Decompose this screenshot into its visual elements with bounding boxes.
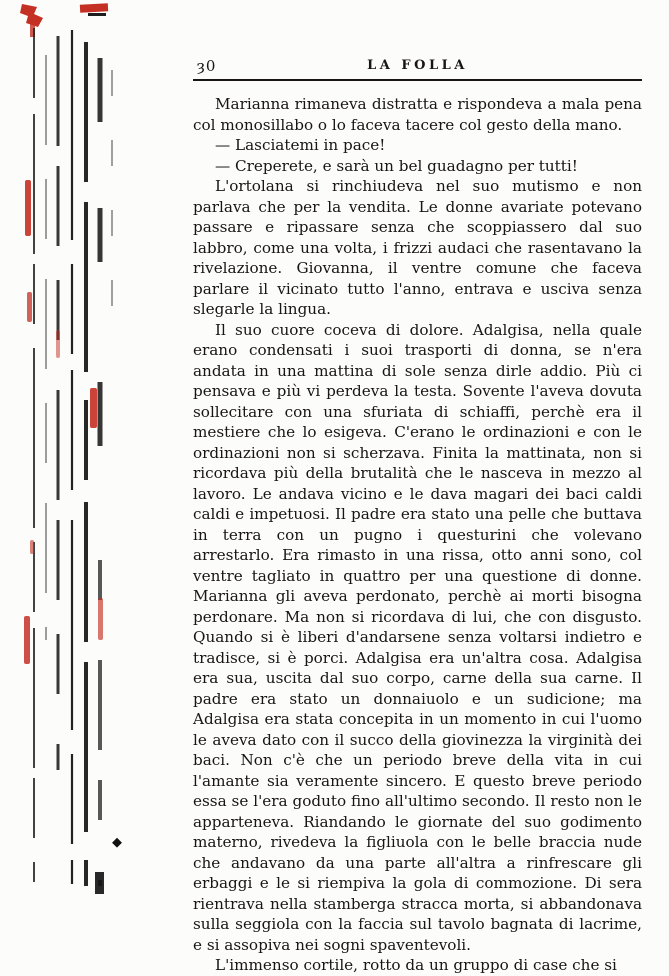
running-title: LA FOLLA	[367, 58, 468, 73]
dialogue-line: — Lasciatemi in pace!	[215, 136, 386, 154]
header-rule	[193, 79, 642, 81]
paragraph: L'immenso cortile, rotto da un gruppo di case che si	[215, 956, 617, 974]
paragraph: Il suo cuore coceva di dolore. Adalgisa, nella quale erano condensati i suoi trasporti di donna, se n'era andata in una mattina di sole senza dirle addio. Più ci pensava e più vi perdeva la testa. Sovente l'aveva dovuta sollecitare con una sfuriata di schiaffi, perchè era il mestiere che lo esigeva. C'erano le ordinazioni e con le ordinazioni non si scherzava. Finita la mattinata, non si ricordava più della brutalità che le nasceva in mezzo al lavoro. Le andava vicino e le dava magari dei baci caldi caldi e impetuosi. Il padre era stato una pelle che buttava in terra con un pugno i questurini che volevano arrestarlo. Era rimasto in una rissa, otto anni sono, col ventre tagliato in quattro per una questione di donne. Marianna gli aveva perdonato, perchè ai morti bisogna perdonare. Ma non si ricordava di lui, che con disgusto. Quando si è liberi d'andarsene senza voltarsi indietro e tradisce, si è porci. Adalgisa era un'altra cosa. Adalgisa era sua, uscita dal suo corpo, carne della sua carne. Il padre era stato un donnaiuolo e un sudicione; ma Adalgisa era stata concepita in un momento in cui l'uomo le aveva dato con il succo della giovinezza la virginità dei baci. Non c'è che un periodo breve della vita in cui l'amante sia veramente sincero. E questo breve periodo essa se l'era goduto fino all'ultimo secondo. Il resto non le apparteneva. Riandando le giornate del suo godimento materno, rivedeva la figliuola con le belle braccia nude che andavano da una parte all'altra a rinfrescare gli erbaggi e le si riempiva la gola di commozione. Di sera rientrava nella stamberga stracca morta, si abbandonava sulla seggiola con la faccia sul tavolo bagnata di lacrime, e si assopiva nei sogni spaventevoli.	[193, 320, 642, 954]
body-text	[193, 94, 642, 976]
page-number: ȝ0	[197, 57, 217, 75]
paragraph: Marianna rimaneva distratta e rispondeva a mala pena col monosillabo o lo faceva tacere col gesto della mano.	[193, 95, 642, 134]
page-header	[193, 56, 642, 74]
page-content	[193, 56, 642, 976]
scan-artifacts	[0, 0, 140, 900]
red-stain	[20, 4, 43, 27]
dialogue-line: — Creperete, e sarà un bel guadagno per tutti!	[215, 156, 578, 175]
paragraph: L'ortolana si rinchiudeva nel suo mutismo e non parlava che per la vendita. Le donne avariate potevano passare e ripassare senza che scoppiassero dal suo labbro, come una volta, i frizzi audaci che rasentavano la rivelazione. Giovanna, il ventre comune che faceva parlare il vicinato tutto l'anno, entrava e usciva senza slegarle la lingua.	[193, 177, 642, 318]
